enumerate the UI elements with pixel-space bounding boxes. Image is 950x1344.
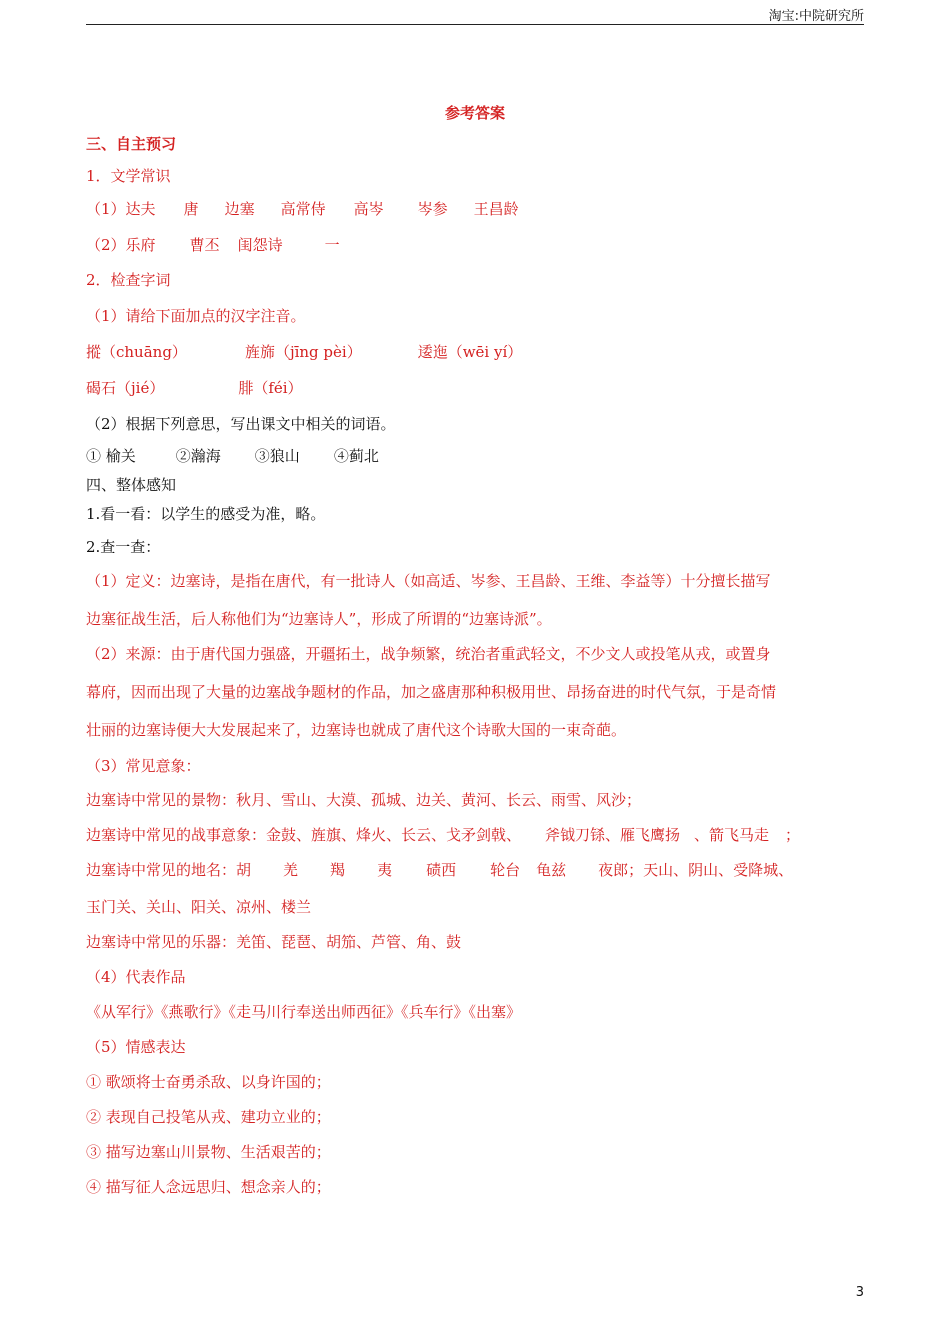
origin-line-3: 壮丽的边塞诗便大大发展起来了，边塞诗也就成了唐代这个诗歌大国的一束奇葩。 xyxy=(86,721,627,739)
pinyin-item: 旌旆（jīng pèi） xyxy=(244,343,362,361)
war-item: 斧钺刀铩、雁飞鹰扬 xyxy=(545,826,681,844)
section3-heading: 三、自主预习 xyxy=(86,135,177,153)
place-line-2: 玉门关、关山、阳关、凉州、楼兰 xyxy=(86,898,312,916)
scenery-line: 边塞诗中常见的景物：秋月、雪山、大漠、孤城、边关、黄河、长云、雨雪、风沙； xyxy=(86,791,642,809)
q1-item: （1）达夫 xyxy=(86,200,156,218)
q1-item: （2）乐府 xyxy=(86,236,156,254)
place-prefix: 边塞诗中常见的地名： xyxy=(86,861,237,879)
q2-sub1: （1）请给下面加点的汉字注音。 xyxy=(86,307,306,325)
origin-line-2: 幕府，因而出现了大量的边塞战争题材的作品，加之盛唐那种积极用世、昂扬奋进的时代气氛，于是奇情 xyxy=(86,683,777,701)
word-item: ③狼山 xyxy=(254,447,300,465)
q1-item: 王昌龄 xyxy=(473,200,519,218)
check-line: 2.查一查： xyxy=(86,538,161,556)
place-item: 轮台 xyxy=(490,861,521,879)
section4-heading: 四、整体感知 xyxy=(86,476,177,494)
q1-item: 岑参 xyxy=(417,200,448,218)
pinyin-row1 xyxy=(86,342,522,362)
q1-item: 闺怨诗 xyxy=(237,236,283,254)
emotion-item: ② 表现自己投笔从戎、建功立业的； xyxy=(86,1108,331,1126)
q2-title: 2．检查字词 xyxy=(86,271,171,289)
pinyin-item: 碣石（jié） xyxy=(86,379,165,397)
word-item: ④蓟北 xyxy=(333,447,379,465)
q1-item: 高岑 xyxy=(353,200,384,218)
q1-line1 xyxy=(86,199,519,219)
pinyin-item: 摐（chuāng） xyxy=(86,343,187,361)
page-number: 3 xyxy=(855,1285,864,1300)
emotion-title: （5）情感表达 xyxy=(86,1038,186,1056)
emotion-item: ③ 描写边塞山川景物、生活艰苦的； xyxy=(86,1143,331,1161)
emotion-item: ④ 描写征人念远思归、想念亲人的； xyxy=(86,1178,331,1196)
q2-sub2: （2）根据下列意思，写出课文中相关的词语。 xyxy=(86,415,396,433)
words-row xyxy=(86,446,379,466)
q1-item: 边塞 xyxy=(224,200,255,218)
definition-line-1: （1）定义：边塞诗，是指在唐代，有一批诗人（如高适、岑参、王昌龄、王维、李益等）十分擅长描写 xyxy=(86,572,771,590)
q1-title: 1．文学常识 xyxy=(86,167,171,185)
place-item: 胡 xyxy=(236,861,252,879)
pinyin-row2 xyxy=(86,378,303,398)
word-item: ②瀚海 xyxy=(175,447,221,465)
definition-line-2: 边塞征战生活，后人称他们为“边塞诗人”，形成了所谓的“边塞诗派”。 xyxy=(86,610,552,628)
page-title: 参考答案 xyxy=(444,104,505,122)
q1-item: 高常侍 xyxy=(280,200,326,218)
q1-item: 唐 xyxy=(183,200,199,218)
war-line xyxy=(86,825,800,845)
origin-line-1: （2）来源：由于唐代国力强盛，开疆拓土，战争频繁，统治者重武轻文，不少文人或投笔从戎，或置身 xyxy=(86,645,771,663)
war-item: ； xyxy=(785,826,801,844)
word-item: ① 榆关 xyxy=(86,447,136,465)
place-item: 夜郎；天山、阴山、受降城、 xyxy=(598,861,794,879)
header-rule xyxy=(86,24,864,25)
war-prefix: 边塞诗中常见的战事意象：金鼓、旌旗、烽火、长云、戈矛剑戟、 xyxy=(86,826,522,844)
works-title: （4）代表作品 xyxy=(86,968,186,986)
works-line: 《从军行》《燕歌行》《走马川行奉送出师西征》《兵车行》《出塞》 xyxy=(86,1003,522,1021)
emotion-item: ① 歌颂将士奋勇杀敌、以身许国的； xyxy=(86,1073,331,1091)
header-source: 淘宝:中院研究所 xyxy=(768,9,864,24)
place-item: 碛西 xyxy=(426,861,457,879)
pinyin-item: 逶迤（wēi yí） xyxy=(417,343,523,361)
q1-item: 一 xyxy=(324,236,340,254)
q1-line2 xyxy=(86,235,340,255)
place-item: 龟兹 xyxy=(536,861,567,879)
look-line: 1.看一看：以学生的感受为准，略。 xyxy=(86,505,326,523)
place-line xyxy=(86,860,793,880)
imagery-title: （3）常见意象： xyxy=(86,757,201,775)
place-item: 夷 xyxy=(377,861,393,879)
pinyin-item: 腓（féi） xyxy=(238,379,303,397)
place-item: 羯 xyxy=(330,861,346,879)
music-line: 边塞诗中常见的乐器：羌笛、琵琶、胡笳、芦管、角、鼓 xyxy=(86,933,462,951)
q1-item: 曹丕 xyxy=(189,236,220,254)
place-item: 羌 xyxy=(283,861,299,879)
war-item: 、箭飞马走 xyxy=(694,826,770,844)
